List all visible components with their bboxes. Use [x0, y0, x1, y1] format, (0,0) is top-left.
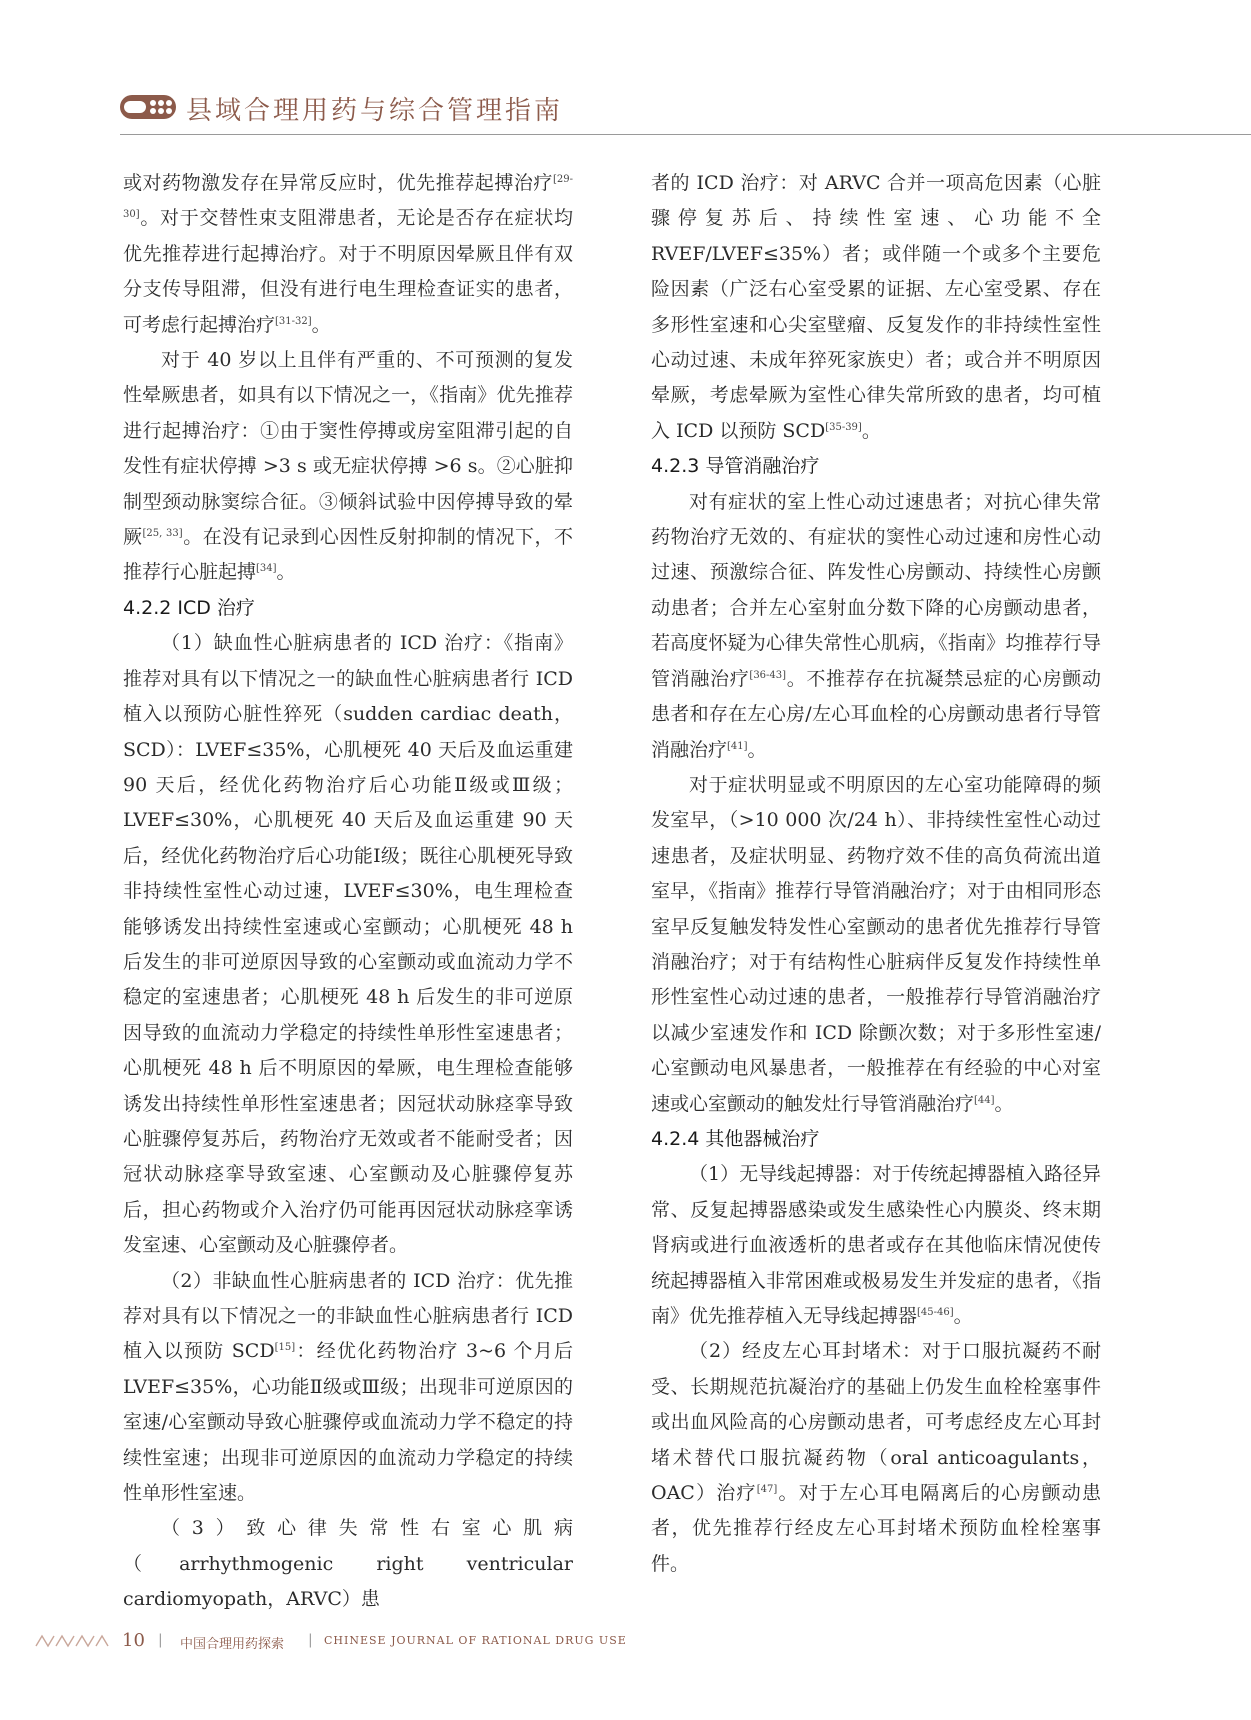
- citation: [41]: [727, 740, 748, 752]
- section-heading-ablation: 4.2.3 导管消融治疗: [651, 455, 820, 478]
- footer-separator: |: [308, 1632, 313, 1648]
- citation: [15]: [274, 1342, 296, 1354]
- citation: [45-46]: [917, 1307, 954, 1318]
- journal-logo-icon: [120, 92, 178, 122]
- footer-ornament-icon: [34, 1632, 112, 1650]
- citation: [31-32]: [275, 315, 312, 327]
- paragraph: 对于 40 岁以上且伴有严重的、不可预测的复发性晕厥患者，如具有以下情况之一，《指南》优先推荐进行起搏治疗：①由于窦性停搏或房室阻滞引起的自发性有症状停搏 >3 s 或无症状停搏 >6 s。②心脏抑制型颈动脉窦综合征。③倾斜试验中因停搏导致的晕厥[25, 33]。在没有记录到心因性反射抑制的情况下，不推荐行心脏起搏[34]。: [123, 349, 573, 584]
- citation: [35-39]: [825, 421, 862, 433]
- journal-name-en: CHINESE JOURNAL OF RATIONAL DRUG USE: [324, 1634, 627, 1647]
- citation: [25, 33]: [142, 528, 183, 540]
- right-column: [651, 166, 1101, 1582]
- paragraph: （2）非缺血性心脏病患者的 ICD 治疗：优先推荐对具有以下情况之一的非缺血性心脏病患者行 ICD 植入以预防 SCD[15]：经优化药物治疗 3~6 个月后 LVEF≤35%，心功能Ⅱ级或Ⅲ级；出现非可逆原因的室速/心室颤动导致心脏骤停或血流动力学不稳定的持续性室速；出现非可逆原因的血流动力学稳定的持续性单形性室速。: [123, 1269, 574, 1505]
- header-title: 县域合理用药与综合管理指南: [186, 96, 564, 126]
- citation: [47]: [756, 1484, 778, 1496]
- citation: [29-30]: [123, 174, 573, 221]
- paragraph: 或对药物激发存在异常反应时，优先推荐起搏治疗[29-30]。对于交替性束支阻滞患者，无论是否存在症状均优先推荐进行起搏治疗。对于不明原因晕厥且伴有双分支传导阻滞，但没有进行电生理检查证实的患者，可考虑行起搏治疗[31-32]。: [123, 172, 573, 336]
- citation: [44]: [974, 1094, 995, 1106]
- footer-separator: |: [158, 1632, 163, 1648]
- running-footer: [34, 1630, 734, 1654]
- citation: [34]: [256, 563, 277, 575]
- journal-name-cn: 中国合理用药探索: [180, 1637, 285, 1652]
- running-header: [120, 80, 1251, 136]
- left-column: [123, 166, 573, 1618]
- page-number: 10: [122, 1630, 145, 1651]
- paragraph: 对于症状明显或不明原因的左心室功能障碍的频发室早，（>10 000 次/24 h）、非持续性室性心动过速患者，及症状明显、药物疗效不佳的高负荷流出道室早，《指南》推荐行导管消融治疗；对于由相同形态室早反复触发特发性心室颤动的患者优先推荐行导管消融治疗；对于有结构性心脏病伴反复发作持续性单形性室性心动过速的患者，一般推荐行导管消融治疗以减少室速发作和 ICD 除颤次数；对于多形性室速/心室颤动电风暴患者，一般推荐在有经验的中心对室速或心室颤动的触发灶行导管消融治疗[44]。: [651, 773, 1101, 1115]
- paragraph: （1）缺血性心脏病患者的 ICD 治疗：《指南》推荐对具有以下情况之一的缺血性心脏病患者行 ICD 植入以预防心脏性猝死（sudden cardiac death，SCD）：LVEF≤35%，心肌梗死 40 天后及血运重建 90 天后，经优化药物治疗后心功能Ⅱ级或Ⅲ级；LVEF≤30%，心肌梗死 40 天后及血运重建 90 天后，经优化药物治疗后心功能Ⅰ级；既往心肌梗死导致非持续性室性心动过速，LVEF≤30%，电生理检查能够诱发出持续性室速或心室颤动；心肌梗死 48 h 后发生的非可逆原因导致的心室颤动或血流动力学不稳定的室速患者；心肌梗死 48 h 后发生的非可逆原因导致的血流动力学稳定的持续性单形性室速患者；心肌梗死 48 h 后不明原因的晕厥，电生理检查能够诱发出持续性单形性室速患者；因冠状动脉痉挛导致心脏骤停复苏后，药物治疗无效或者不能耐受者；因冠状动脉痉挛导致室速、心室颤动及心脏骤停复苏后，担心药物或介入治疗仍可能再因冠状动脉痉挛诱发室速、心室颤动及心脏骤停者。: [123, 632, 573, 1257]
- header-divider: [120, 134, 1251, 135]
- section-heading-icd: 4.2.2 ICD 治疗: [123, 596, 255, 619]
- paragraph: 者的 ICD 治疗：对 ARVC 合并一项高危因素（心脏骤停复苏后、持续性室速、心功能不全 RVEF/LVEF≤35%）者；或伴随一个或多个主要危险因素（广泛右心室受累的证据、左心室受累、存在多形性室速和心尖室壁瘤、反复发作的非持续性室性心动过速、未成年猝死家族史）者；或合并不明原因晕厥，考虑晕厥为室性心律失常所致的患者，均可植入 ICD 以预防 SCD[35-39]。: [651, 172, 1101, 442]
- citation: [36-43]: [749, 669, 787, 681]
- section-heading-devices: 4.2.4 其他器械治疗: [651, 1127, 820, 1150]
- paragraph: 对有症状的室上性心动过速患者；对抗心律失常药物治疗无效的、有症状的窦性心动过速和房性心动过速、预激综合征、阵发性心房颤动、持续性心房颤动患者；合并左心室射血分数下降的心房颤动患者，若高度怀疑为心律失常性心肌病，《指南》均推荐行导管消融治疗[36-43]。不推荐存在抗凝禁忌症的心房颤动患者和存在左心房/左心耳血栓的心房颤动患者行导管消融治疗[41]。: [651, 490, 1101, 761]
- paragraph: （3）致心律失常性右室心肌病（arrhythmogenic right ventricular cardiomyopath，ARVC）患: [123, 1517, 573, 1611]
- paragraph: （1）无导线起搏器：对于传统起搏器植入路径异常、反复起搏器感染或发生感染性心内膜炎、终末期肾病或进行血液透析的患者或存在其他临床情况使传统起搏器植入非常困难或极易发生并发症的患者，《指南》优先推荐植入无导线起搏器[45-46]。: [651, 1163, 1101, 1327]
- paragraph: （2）经皮左心耳封堵术：对于口服抗凝药不耐受、长期规范抗凝治疗的基础上仍发生血栓栓塞事件或出血风险高的心房颤动患者，可考虑经皮左心耳封堵术替代口服抗凝药物（oral anticoagulants，OAC）治疗[47]。对于左心耳电隔离后的心房颤动患者，优先推荐行经皮左心耳封堵术预防血栓栓塞事件。: [651, 1340, 1101, 1575]
